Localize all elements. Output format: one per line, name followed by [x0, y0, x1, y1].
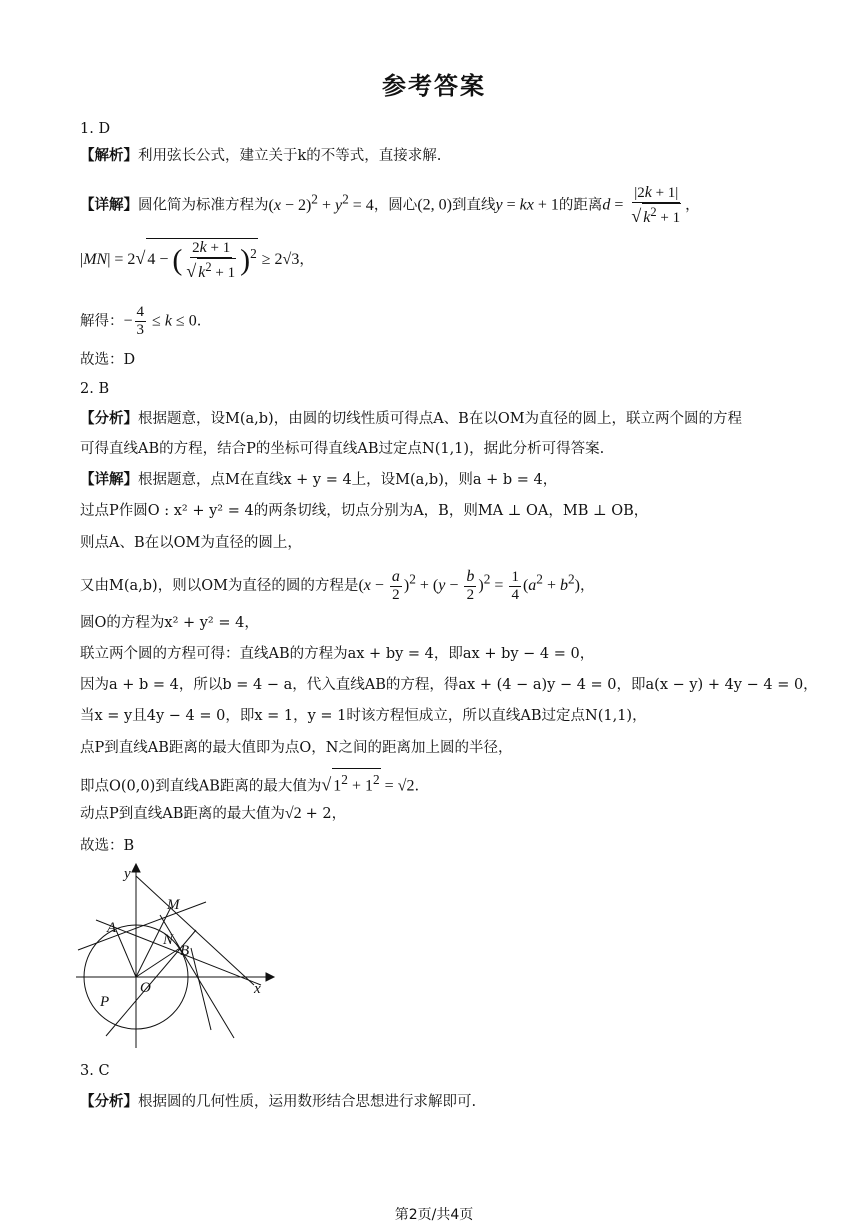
q2-detail-10: 即点O(0,0)到直线AB距离的最大值为√ $1^2 + 1^2 = √2$.: [80, 768, 419, 797]
label-y: y: [124, 866, 131, 882]
q2-detail-4: 又由M(a,b)，则以OM为直径的圆的方程是(x − $\frac{a}{2}$ )$^2$ + (y − $\frac{b}{2}$ )$^2$ = $\frac{1}{4}$ $(a^2 + b^2)$，: [80, 568, 595, 603]
q2-detail-6: 联立两个圆的方程可得：直线AB的方程为ax + by = 4，即ax + by − 4 = 0，: [80, 646, 595, 662]
q1-detail-d: 的距离: [558, 197, 603, 214]
label-m: M: [167, 897, 180, 913]
q1-solution: 解得：− $\frac{4}{3}$ ≤ k ≤ 0.: [80, 304, 202, 338]
q2-detail-9: 点P到直线AB距离的最大值即为点O，N之间的距离加上圆的半径，: [80, 740, 513, 756]
segment-ob: [136, 948, 180, 977]
page-footer: 第2页/共4页: [394, 1207, 474, 1223]
q2-detail-7: 因为a + b = 4，所以b = 4 − a，代入直线AB的方程，得ax + (4 − a)y − 4 = 0，即a(x − y) + 4y − 4 = 0，: [80, 677, 818, 693]
y-axis-arrow: [132, 864, 140, 872]
x-axis-arrow: [266, 973, 274, 981]
q1-detail-tag: 【详解】: [80, 196, 138, 214]
q3-analysis: 【分析】根据圆的几何性质，运用数形结合思想进行求解即可.: [80, 1093, 477, 1110]
q2-detail-tag: 【详解】: [80, 471, 138, 488]
segment-oa: [116, 930, 136, 977]
q1-solve-label: 解得：: [80, 313, 124, 330]
q2-geometry-figure: [76, 860, 276, 1055]
label-p: P: [100, 994, 110, 1010]
q2-detail-3: 则点A、B在以OM为直径的圆上，: [80, 535, 302, 551]
q2-detail-2: 过点P作圆O : x² + y² = 4的两条切线，切点分别为A，B，则MA ⊥ OA，MB ⊥ OB，: [80, 503, 649, 519]
label-b: B: [180, 943, 190, 959]
q2-detail-5: 圆O的方程为x² + y² = 4，: [80, 615, 259, 631]
q2-analysis-2: 可得直线AB的方程，结合P的坐标可得直线AB过定点N(1,1)，据此分析可得答案.: [80, 441, 605, 457]
line-ab: [96, 920, 261, 985]
q1-detail: 【详解】圆化简为标准方程为$(x - 2)^2 + y^2 = 4$，圆心(2, 0)到直线y = kx + 1的距离d = $\frac{|2k + 1|}{√ k^2 + 1}$ ，: [80, 184, 700, 226]
q1-analysis-tag: 【解析】: [80, 147, 138, 164]
auxiliary-line: [191, 948, 211, 1030]
q1-analysis-text: 利用弦长公式，建立关于k的不等式，直接求解.: [138, 148, 442, 164]
q2-number: 2. B: [80, 381, 110, 397]
q1-choose: 故选：D: [80, 352, 136, 368]
q3-analysis-tag: 【分析】: [80, 1093, 138, 1110]
q1-detail-b: ，圆心: [373, 197, 418, 214]
q1-detail-a: 圆化简为标准方程为: [138, 197, 269, 214]
label-o: O: [140, 980, 151, 996]
label-a: A: [107, 920, 117, 936]
q1-chord-formula: |MN| = 2√ 4 − ( $\frac{2k + 1}{√ k^2 + 1}$ )$^2$ ≥ 2√3，: [80, 239, 314, 281]
q1-detail-c: 到直线: [451, 197, 496, 214]
q2-detail-8: 当x = y且4y − 4 = 0，即x = 1，y = 1时该方程恒成立，所以直线AB过定点N(1,1)，: [80, 708, 647, 724]
q1-number: 1. D: [80, 121, 111, 137]
label-x: x: [254, 981, 261, 997]
q1-distance-fraction: $\frac{|2k + 1|}{√ k^2 + 1}$: [631, 184, 681, 226]
q2-detail-1: 【详解】根据题意，点M在直线x + y = 4上，设M(a,b)，则a + b = 4，: [80, 471, 558, 488]
label-n: N: [163, 932, 174, 948]
page-title: 参考答案: [382, 72, 486, 100]
q2-analysis-1: 【分析】根据题意，设M(a,b)，由圆的切线性质可得点A、B在以OM为直径的圆上，联立两个圆的方程: [80, 410, 743, 427]
q2-analysis-tag: 【分析】: [80, 410, 138, 427]
q3-number: 3. C: [80, 1063, 110, 1079]
q2-choose: 故选：B: [80, 838, 135, 854]
q2-detail-11: 动点P到直线AB距离的最大值为√2 + 2，: [80, 805, 347, 822]
q1-analysis: [80, 145, 441, 167]
